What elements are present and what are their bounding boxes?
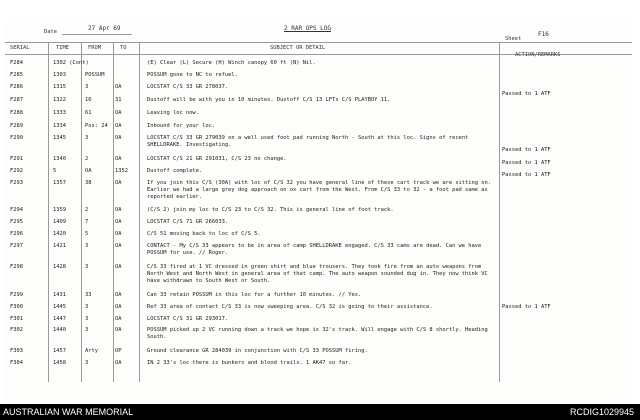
row-from: 7 [85,219,89,225]
row-serial: F296 [10,231,23,237]
row-serial: F299 [10,292,23,298]
row-serial: F288 [10,110,23,116]
row-subject: Ref 33 area of contact C/S 33 is now sweeping area. C/S 32 is going to their assistance. [147,304,433,310]
table-row [5,154,632,166]
row-to: OA [115,207,122,213]
log-title: 2 RAR OPS LOG [284,25,331,32]
record-id: RCDIG1029945 [569,407,634,417]
date-value: 27 Apr 69 [88,25,121,32]
row-time: 1302 (Cont) [53,60,89,66]
col-header-serial: SERIAL [10,45,30,51]
row-subject: If you join this C/S (30A) with loc of C/S 32 you have general line of these cart track we are sitting on. Earlier we had a large grey dog approach on ox cart from the West. From C/S 33 to 32 - a foot pad same as reported earlier. [147,180,492,200]
row-serial: F297 [10,243,23,249]
row-serial: F300 [10,304,23,310]
row-subject: C/S 51 moving back to loc of C/S 5. [147,231,261,237]
row-action: Passed to 1 ATF [502,160,551,166]
row-from: 3 [85,360,89,366]
row-serial: F286 [10,84,23,90]
row-serial: F302 [10,327,23,333]
row-serial: F293 [10,180,23,186]
row-to: OA [115,84,122,90]
table-row [5,205,632,217]
row-subject: (E) Clear (L) Secure (H) Winch canopy 60 ft (N) Nil. [147,60,316,66]
date-label: Date [44,29,57,35]
row-serial: F295 [10,219,23,225]
row-time: 1428 [53,264,66,270]
table-row [5,325,632,343]
row-to: OA [115,264,122,270]
table-row [5,358,632,370]
row-serial: F289 [10,123,23,129]
row-subject: LOCSTAT C/S 33 GR 278037. [147,84,229,90]
row-to: OA [115,304,122,310]
row-subject: LOCSTAT C/S 71 GR 266033. [147,219,229,225]
row-time: 5 [53,168,57,174]
row-from: 3 [85,243,89,249]
row-time: 1359 [53,207,66,213]
sheet-value: F16 [538,31,549,38]
row-time: 1440 [53,327,66,333]
row-to: OA [115,110,122,116]
row-from: 61 [85,110,92,116]
row-time: 1333 [53,110,66,116]
table-row [5,290,632,302]
row-action: Passed to 1 ATF [502,147,551,153]
row-serial: F294 [10,207,23,213]
row-serial: F284 [10,60,23,66]
row-from: 2 [85,207,89,213]
row-time: 1409 [53,219,66,225]
row-subject: C/S 33 fired at 1 VC dressed in green shirt and blue trousers. They took fire from an auto weapons from North West and North West in general area of that camp. The auto weapon sounded dug in. They now think VC have withdrawn to South West or South. [147,264,488,284]
row-time: 1431 [53,292,66,298]
table-row [5,302,632,314]
row-time: 1420 [53,231,66,237]
row-time: 1357 [53,180,66,186]
row-from: 3 [85,327,89,333]
row-from: OA [85,168,92,174]
row-from: Arty [85,348,98,354]
row-subject: Dustoff will be with you in 10 minutes. Dustoff C/S 13 LFTs C/S PLAYBOY 11. [147,97,391,103]
row-time: 1447 [53,316,66,322]
row-serial: F290 [10,135,23,141]
table-row [5,346,632,358]
row-from: 33 [85,292,92,298]
table-row [5,241,632,259]
row-subject: Leaving loc now. [147,110,199,116]
col-header-action: ACTION/REMARKS [515,52,561,58]
row-to: OA [115,156,122,162]
row-serial: F301 [10,316,23,322]
row-time: 1315 [53,84,66,90]
col-header-subject: SUBJECT OR DETAIL [270,45,326,51]
row-time: 1322 [53,97,66,103]
row-to: OA [115,135,122,141]
row-time: 1445 [53,304,66,310]
row-serial: F298 [10,264,23,270]
table-row [5,217,632,229]
row-time: 1303 [53,72,66,78]
row-time: 1458 [53,360,66,366]
row-subject: LOCSTAT C/S 31 GR 293017. [147,316,229,322]
row-action: Passed to 1 ATF [502,304,551,310]
col-header-from: FROM [88,45,101,51]
row-to: 1352 [115,168,128,174]
row-to: OA [115,231,122,237]
archive-footer-bar [0,404,640,420]
row-to: OA [115,123,122,129]
table-row [5,91,632,107]
row-subject: Inbound for your loc. [147,123,216,129]
table-row [5,166,632,178]
row-from: POSSUM [85,72,105,78]
row-serial: F287 [10,97,23,103]
col-header-to: TO [120,45,127,51]
row-from: 3 [85,316,89,322]
table-top-rule [5,42,632,43]
row-serial: F291 [10,156,23,162]
row-to: OA [115,360,122,366]
row-to: OA [115,292,122,298]
row-to: OA [115,316,122,322]
row-to: OA [115,327,122,333]
row-serial: F304 [10,360,23,366]
row-time: 1421 [53,243,66,249]
row-from: 38 [85,180,92,186]
row-from: 5 [85,231,89,237]
row-to: OA [115,180,122,186]
row-from: 3 [85,304,89,310]
row-time: 1457 [53,348,66,354]
col-header-time: TIME [56,45,69,51]
row-serial: F292 [10,168,23,174]
row-time: 1334 [53,123,66,129]
row-to: OA [115,219,122,225]
row-subject: LOCSTAT C/S 33 GR 279039 on a well used foot pad running North - South at this loc. Signs of recent SHELLDRAKE. Investigating. [147,135,469,148]
sheet-label: Sheet [505,36,522,42]
row-serial: F285 [10,72,23,78]
table-row [5,229,632,241]
row-subject: Ground clearance GR 284039 in conjunction with C/S 33 POSSUM firing. [147,348,368,354]
row-serial: F303 [10,348,23,354]
row-from: 2 [85,156,89,162]
row-subject: POSSUM picked up 2 VC running down a track we hope is 32's track. Will engage with C/S 8 shortly. Heading South. [147,327,488,340]
table-row [5,178,632,202]
row-action: Passed to 1 ATF [502,172,551,178]
row-subject: Dustoff complete. [147,168,203,174]
row-subject: LOCSTAT C/S 21 GR 291031, C/S 23 no change. [147,156,287,162]
row-from: 3 [85,264,89,270]
table-row [5,121,632,133]
row-subject: IN 2 33's loc there is bunkers and blood trails. 1 AK47 so far. [147,360,352,366]
row-to: OP [115,348,122,354]
row-subject: (C/S 2) join my loc to C/S 23 to C/S 32. This is general line of foot track. [147,207,394,213]
archive-name: AUSTRALIAN WAR MEMORIAL [3,407,134,417]
row-subject: Can 33 retain POSSUM in this loc for a further 10 minutes. // Yes. [147,292,362,298]
row-subject: CONTACT - My C/S 33 appears to be in area of camp SHELLDRAKE engaged. C/S 33 cams are dead. Can we have POSSUM for use. // Roger. [147,243,482,256]
row-from: 16 [85,97,92,103]
table-row [5,133,632,151]
row-from: Pos: 24 [85,123,108,129]
row-action: Passed to 1 ATF [502,91,551,97]
date-underline [62,34,132,35]
row-time: 1345 [53,135,66,141]
table-row [5,262,632,286]
table-row [5,108,632,120]
table-row [5,58,632,70]
row-from: 3 [85,84,89,90]
row-time: 1340 [53,156,66,162]
row-to: OA [115,243,122,249]
row-subject: POSSUM gone to NC to refuel. [147,72,238,78]
row-from: 3 [85,135,89,141]
table-row [5,70,632,82]
row-to: 31 [115,97,122,103]
